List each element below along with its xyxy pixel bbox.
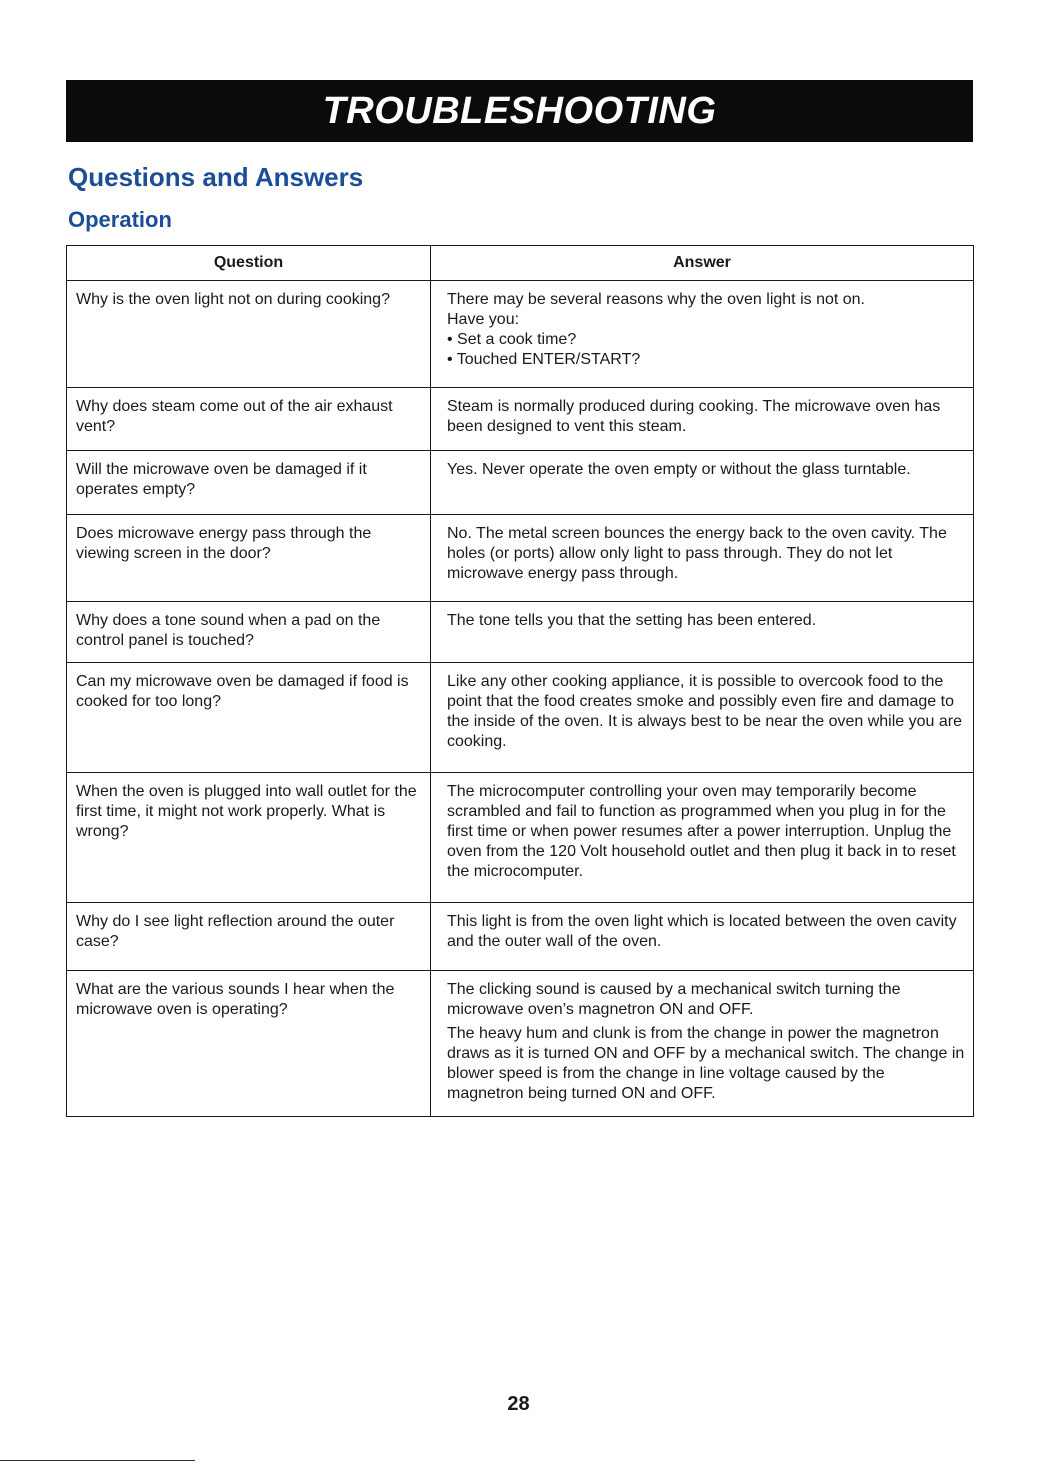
table-row [67, 971, 974, 1117]
answer-line: No. The metal screen bounces the energy back to the oven cavity. The holes (or ports) allow only light to pass through. They do not let microwave energy pass through. [447, 525, 947, 582]
question-cell: Will the microwave oven be damaged if it operates empty? [67, 451, 431, 515]
table-header-row [67, 246, 974, 281]
answer-line: The heavy hum and clunk is from the change in power the magnetron draws as it is turned ON and OFF by a mechanical switch. The change in blower speed is from the change in line voltage caused by the magnetron being turned ON and OFF. [447, 1025, 965, 1102]
answer-cell [431, 451, 974, 515]
answer-line: The tone tells you that the setting has been entered. [447, 612, 817, 629]
answer-line: The clicking sound is caused by a mechanical switch turning the microwave oven’s magnetron ON and OFF. [447, 981, 901, 1018]
answer-cell [431, 281, 974, 388]
question-cell: Why does a tone sound when a pad on the control panel is touched? [67, 602, 431, 663]
table-row [67, 388, 974, 451]
question-cell: Does microwave energy pass through the viewing screen in the door? [67, 515, 431, 602]
answer-line: Yes. Never operate the oven empty or without the glass turntable. [447, 461, 911, 478]
section-title: Questions and Answers [68, 162, 364, 192]
table-row [67, 281, 974, 388]
answer-line: • Set a cook time? [447, 331, 577, 348]
question-cell: Can my microwave oven be damaged if food is cooked for too long? [67, 663, 431, 773]
answer-cell [431, 388, 974, 451]
answer-line: • Touched ENTER/START? [447, 351, 641, 368]
table-row [67, 515, 974, 602]
table-row [67, 451, 974, 515]
table-row [67, 773, 974, 903]
banner-title: TROUBLESHOOTING [322, 89, 717, 132]
qa-table [66, 245, 974, 1117]
question-cell: Why does steam come out of the air exhaust vent? [67, 388, 431, 451]
question-cell: Why do I see light reflection around the outer case? [67, 903, 431, 971]
question-column-header: Question [67, 246, 431, 281]
answer-line: There may be several reasons why the oven light is not on. [447, 291, 865, 308]
answer-line: Steam is normally produced during cooking. The microwave oven has been designed to vent this steam. [447, 398, 941, 435]
answer-cell [431, 773, 974, 903]
page-number: 28 [507, 1393, 530, 1415]
answer-cell [431, 515, 974, 602]
answer-cell [431, 663, 974, 773]
question-cell: Why is the oven light not on during cooking? [67, 281, 431, 388]
answer-line: Like any other cooking appliance, it is possible to overcook food to the point that the food creates smoke and possibly even fire and damage to the inside of the oven. It is always best to be near the oven while you are cooking. [447, 673, 962, 750]
answer-line: The microcomputer controlling your oven may temporarily become scrambled and fail to function as programmed when you plug in for the first time or when power resumes after a power interruption. Unplug the oven from the 120 Volt household outlet and then plug it back in to reset the microcomputer. [447, 783, 956, 880]
answer-cell [431, 602, 974, 663]
qa-table-body [67, 281, 974, 1117]
answer-line: This light is from the oven light which is located between the oven cavity and the outer wall of the oven. [447, 913, 957, 950]
question-cell: What are the various sounds I hear when the microwave oven is operating? [67, 971, 431, 1117]
footer-rule [0, 1460, 195, 1461]
answer-cell [431, 971, 974, 1117]
subsection-title: Operation [68, 207, 172, 232]
answer-column-header: Answer [431, 246, 974, 281]
title-banner [66, 80, 973, 142]
answer-line: Have you: [447, 311, 520, 328]
table-row [67, 602, 974, 663]
question-cell: When the oven is plugged into wall outlet for the first time, it might not work properly. What is wrong? [67, 773, 431, 903]
table-row [67, 903, 974, 971]
table-row [67, 663, 974, 773]
answer-cell [431, 903, 974, 971]
